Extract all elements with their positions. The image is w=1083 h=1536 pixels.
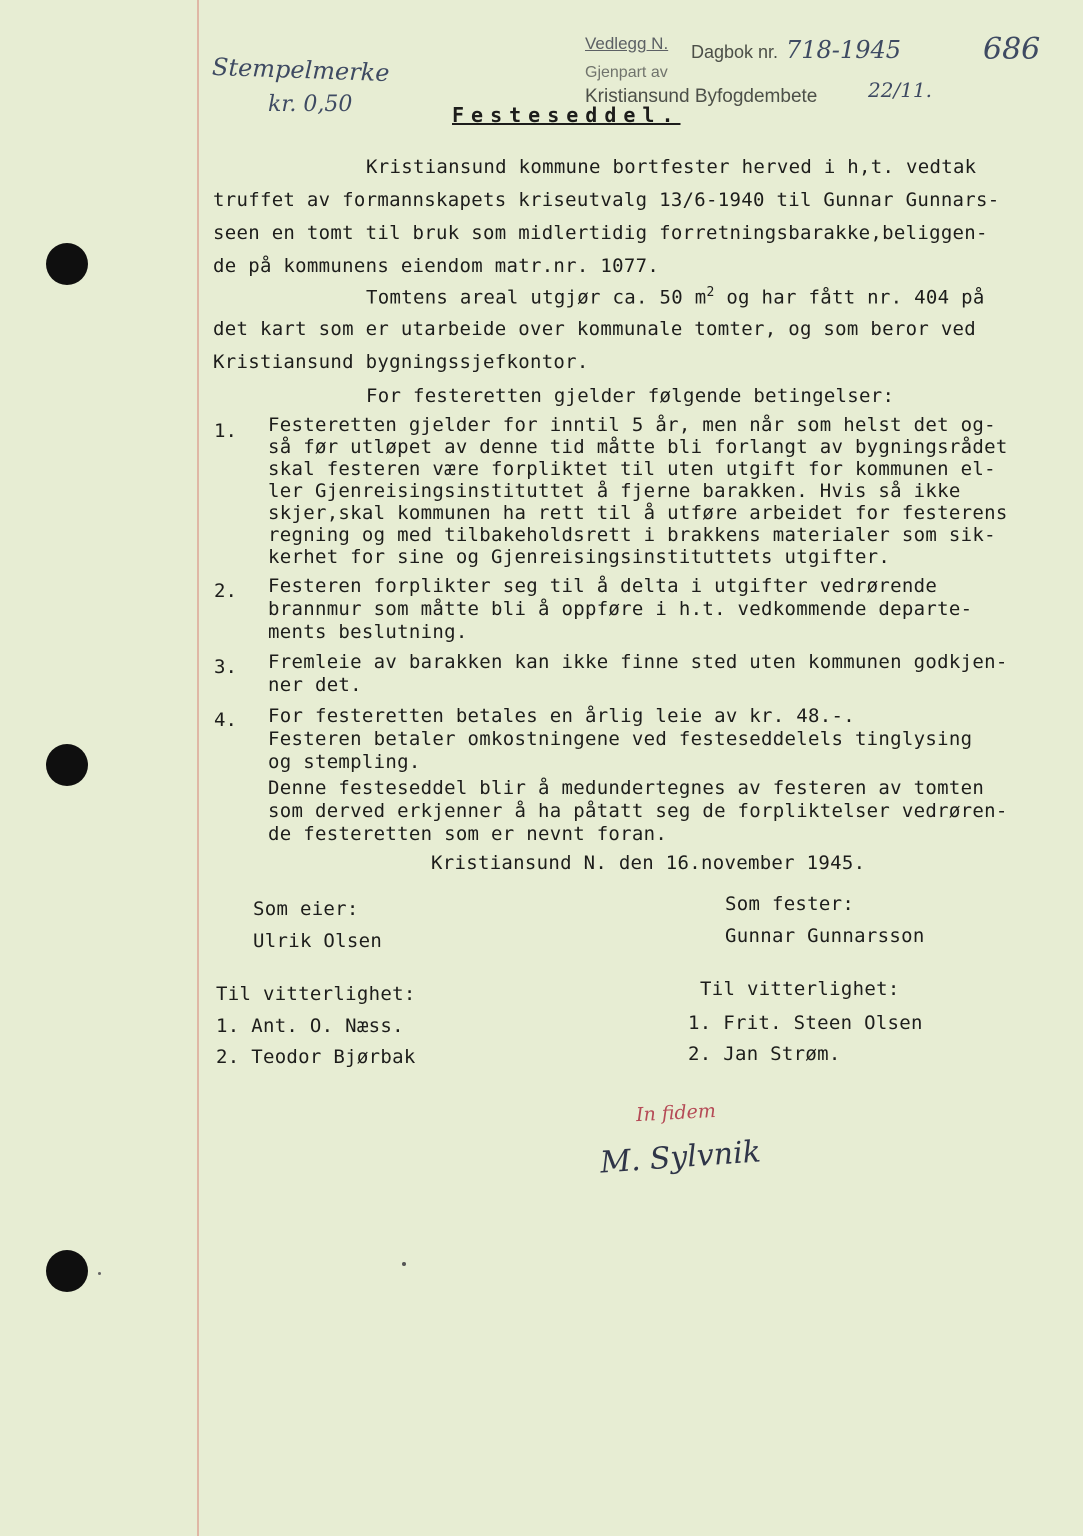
condition-line: ments beslutning. bbox=[268, 621, 468, 643]
office-line1: Vedlegg N. bbox=[585, 34, 669, 53]
office-name: Kristiansund Byfogdembete bbox=[585, 86, 818, 107]
conditions-heading: For festeretten gjelder følgende betingelser: bbox=[366, 385, 895, 407]
condition-number: 3. bbox=[214, 656, 237, 678]
owner-name: Ulrik Olsen bbox=[253, 930, 383, 952]
witness-right-item: 2. Jan Strøm. bbox=[688, 1043, 841, 1065]
witness-right-label: Til vitterlighet: bbox=[700, 978, 900, 1000]
intro-line: seen en tomt til bruk som midlertidig forretningsbarakke,beliggen- bbox=[213, 222, 988, 244]
area-line: det kart som er utarbeide over kommunale tomter, og som beror ved bbox=[213, 318, 977, 340]
stamp-note-line1: Stempelmerke bbox=[211, 52, 390, 88]
place-date: Kristiansund N. den 16.november 1945. bbox=[431, 852, 866, 874]
area-line: Kristiansund bygningssjefkontor. bbox=[213, 351, 589, 373]
condition-line: ler Gjenreisingsinstituttet å fjerne barakken. Hvis så ikke bbox=[268, 480, 961, 502]
page-number: 686 bbox=[983, 32, 1041, 67]
condition-number: 2. bbox=[214, 580, 237, 602]
stamp-note-line2: kr. 0,50 bbox=[268, 92, 353, 117]
ink-speck bbox=[98, 1272, 101, 1275]
closing-line: de festeretten som er nevnt foran. bbox=[268, 823, 668, 845]
area-line bbox=[366, 285, 985, 308]
handwritten-date: 22/11. bbox=[868, 78, 932, 102]
condition-line: Festeretten gjelder for inntil 5 år, men når som helst det og- bbox=[268, 414, 996, 436]
condition-line: skjer,skal kommunen ha rett til å utføre arbeidet for festerens bbox=[268, 502, 1008, 524]
signature: M. Sylvnik bbox=[598, 1134, 762, 1181]
intro-line: Kristiansund kommune bortfester herved i h,t. vedtak bbox=[366, 156, 977, 178]
intro-line: truffet av formannskapets kriseutvalg 13/6-1940 til Gunnar Gunnars- bbox=[213, 189, 1000, 211]
gjenpart-label: Gjenpart av bbox=[585, 64, 668, 81]
condition-line: og stempling. bbox=[268, 751, 421, 773]
punch-hole bbox=[46, 744, 88, 786]
ink-speck bbox=[402, 1262, 406, 1266]
witness-left-item: 2. Teodor Bjørbak bbox=[216, 1046, 416, 1068]
lessee-name: Gunnar Gunnarsson bbox=[725, 925, 925, 947]
area-text: og har fått nr. 404 på bbox=[714, 286, 985, 309]
witness-right-item: 1. Frit. Steen Olsen bbox=[688, 1012, 923, 1034]
document-title: Festeseddel. bbox=[452, 103, 681, 127]
condition-number: 1. bbox=[214, 420, 237, 442]
condition-line: brannmur som måtte bli å oppføre i h.t. vedkommende departe- bbox=[268, 598, 973, 620]
condition-line: regning og med tilbakeholdsrett i brakkens materialer som sik- bbox=[268, 524, 996, 546]
condition-line: så før utløpet av denne tid måtte bli forlangt av bygningsrådet bbox=[268, 436, 1008, 458]
margin-line bbox=[197, 0, 199, 1536]
punch-hole bbox=[46, 243, 88, 285]
closing-line: som derved erkjenner å ha påtatt seg de forpliktelser vedrøren- bbox=[268, 800, 1008, 822]
condition-line: ner det. bbox=[268, 674, 362, 696]
condition-line: Festeren forplikter seg til å delta i utgifter vedrørende bbox=[268, 575, 938, 597]
condition-line: skal festeren være forpliktet til uten utgift for kommunen el- bbox=[268, 458, 996, 480]
lessee-label: Som fester: bbox=[725, 893, 855, 915]
owner-label: Som eier: bbox=[253, 898, 359, 920]
witness-left-item: 1. Ant. O. Næss. bbox=[216, 1015, 404, 1037]
condition-line: Fremleie av barakken kan ikke finne sted uten kommunen godkjen- bbox=[268, 651, 1008, 673]
condition-line: kerhet for sine og Gjenreisingsinstituttets utgifter. bbox=[268, 546, 891, 568]
punch-hole bbox=[46, 1250, 88, 1292]
area-superscript: 2 bbox=[706, 285, 715, 300]
closing-line: Denne festeseddel blir å medundertegnes av festeren av tomten bbox=[268, 777, 985, 799]
area-text: Tomtens areal utgjør ca. 50 m bbox=[366, 286, 707, 309]
condition-line: Festeren betaler omkostningene ved festeseddelels tinglysing bbox=[268, 728, 973, 750]
condition-line: For festeretten betales en årlig leie av kr. 48.-. bbox=[268, 705, 855, 727]
intro-line: de på kommunens eiendom matr.nr. 1077. bbox=[213, 255, 660, 277]
witness-left-label: Til vitterlighet: bbox=[216, 983, 416, 1005]
journal-number: 718-1945 bbox=[786, 36, 901, 64]
in-fidem-stamp: In fidem bbox=[635, 1099, 717, 1127]
condition-number: 4. bbox=[214, 709, 237, 731]
dagbok-label: Dagbok nr. bbox=[691, 42, 779, 62]
